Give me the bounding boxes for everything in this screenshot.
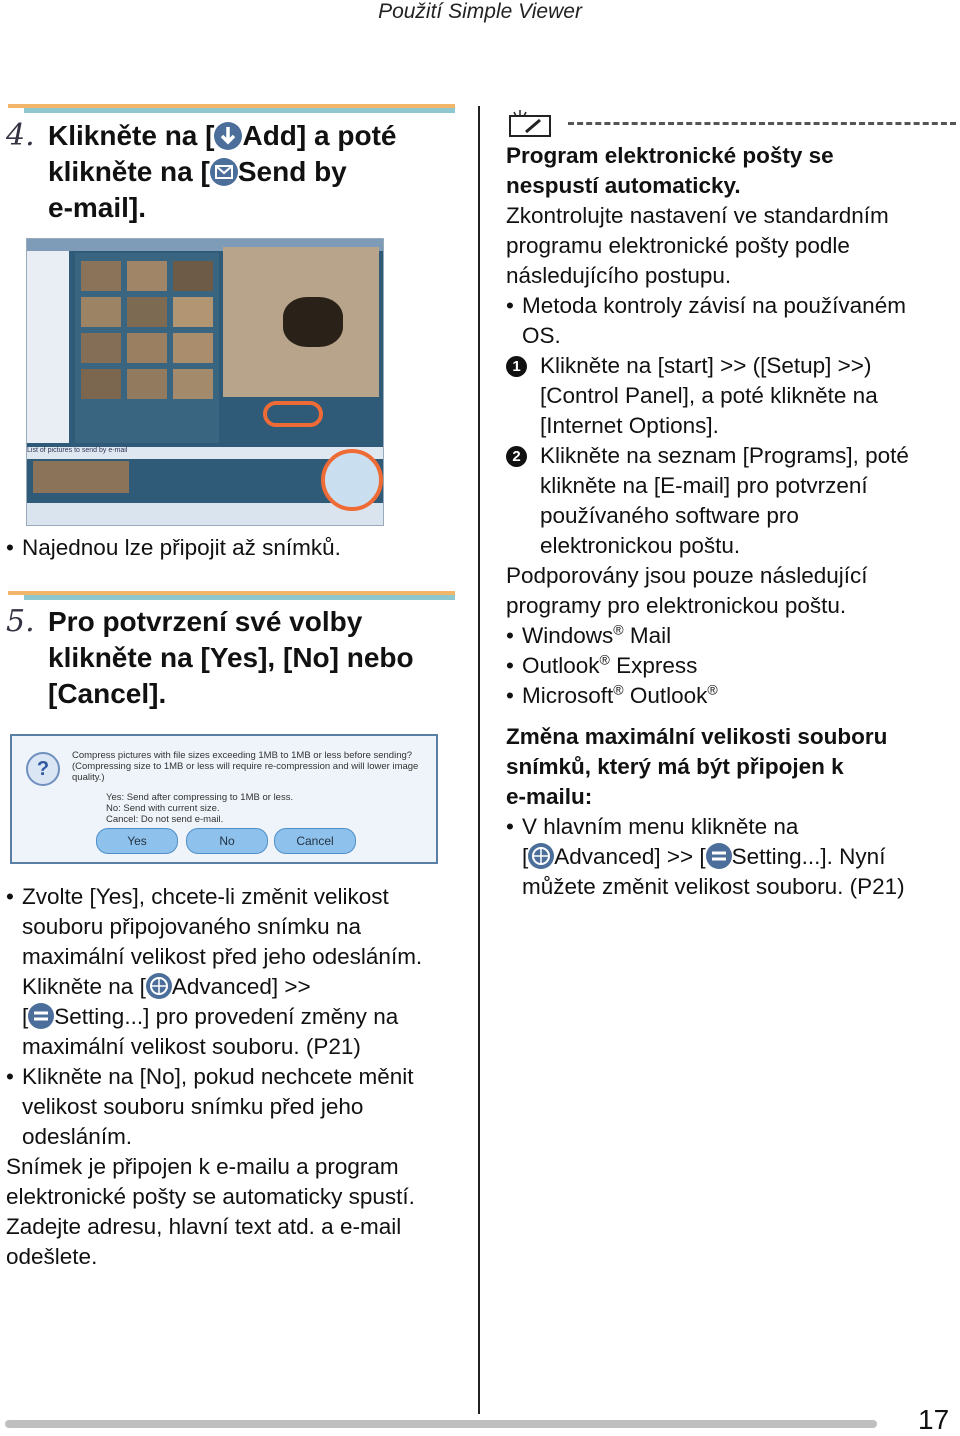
right-text-block: Program elektronické pošty se nespustí automaticky. Zkontrolujte nastavení ve standardním programu elektronické pošty podle následujícího postupu. • Metoda kontroly závisí na používaném OS. 1 Klikněte na [start] >> ([Setup] >>) [Control Panel], a poté klikněte na [Internet Options]. 2 Klikněte na seznam [Programs], poté klikněte na [E-mail] pro potvrzení používaného software pro elektronickou poštu. Podporovány jsou pouze následující programy pro elektronickou poštu. • Windows® Mail • Outlook® Express • Microsoft® Outlook® Změna maximální velikosti souboru snímků, který má být připojen k e-mailu: • V hlavním menu klikněte na [ Advanced] >> [ Setting...]. Nyní můžete změnit velikost souboru. (P21) — [506, 143, 909, 899]
step-divider — [8, 591, 455, 601]
send-highlight — [321, 449, 383, 511]
setting-icon — [706, 843, 732, 869]
cancel-button[interactable]: Cancel — [274, 828, 356, 854]
setting-icon — [28, 1003, 54, 1029]
dialog-option-yes: Yes: Send after compressing to 1MB or less. — [106, 792, 294, 803]
note-rule — [568, 122, 956, 125]
page-number: 17 — [918, 1404, 950, 1435]
note-icon — [506, 108, 556, 138]
photo-list-label: List of pictures to send by e-mail — [27, 447, 383, 459]
running-header: Použití Simple Viewer — [378, 0, 582, 23]
question-icon: ? — [26, 752, 60, 786]
footer-bar — [5, 1420, 877, 1428]
add-highlight — [263, 401, 323, 427]
step-number: 4. — [6, 118, 35, 153]
simple-viewer-screenshot — [26, 238, 384, 526]
left-text-block: • Zvolte [Yes], chcete-li změnit velikost souboru připojovaného snímku na maximální velikost před jeho odesláním. Klikněte na [ Advanced] >> [ Setting...] pro provedení změny na maximální velikost souboru. (P21) • Klikněte na [No], pokud nechcete měnit velikost souboru snímku před jeho odesláním. Snímek je připojen k e-mailu a program elektronické pošty se automaticky spustí. Zadejte adresu, hlavní text atd. a e-mail odešlete. — [6, 884, 423, 1269]
column-divider — [478, 106, 480, 1414]
no-button[interactable]: No — [186, 828, 268, 854]
yes-button[interactable]: Yes — [96, 828, 178, 854]
add-icon — [214, 122, 242, 150]
dialog-option-cancel: Cancel: Do not send e-mail. — [106, 814, 224, 825]
dialog-option-no: No: Send with current size. — [106, 803, 220, 814]
step-divider — [8, 104, 455, 114]
advanced-icon — [146, 973, 172, 999]
bullet-max-photos: • Najednou lze připojit až snímků. — [6, 535, 341, 560]
step-number: 5. — [6, 604, 35, 639]
compress-dialog — [10, 734, 438, 864]
dialog-message-note: (Compressing size to 1MB or less will require re-compression and will lower image quality.) — [72, 761, 419, 783]
dialog-message: Compress pictures with file sizes exceeding 1MB to 1MB or less before sending? — [72, 750, 413, 761]
send-email-icon — [210, 158, 238, 186]
advanced-icon — [528, 843, 554, 869]
